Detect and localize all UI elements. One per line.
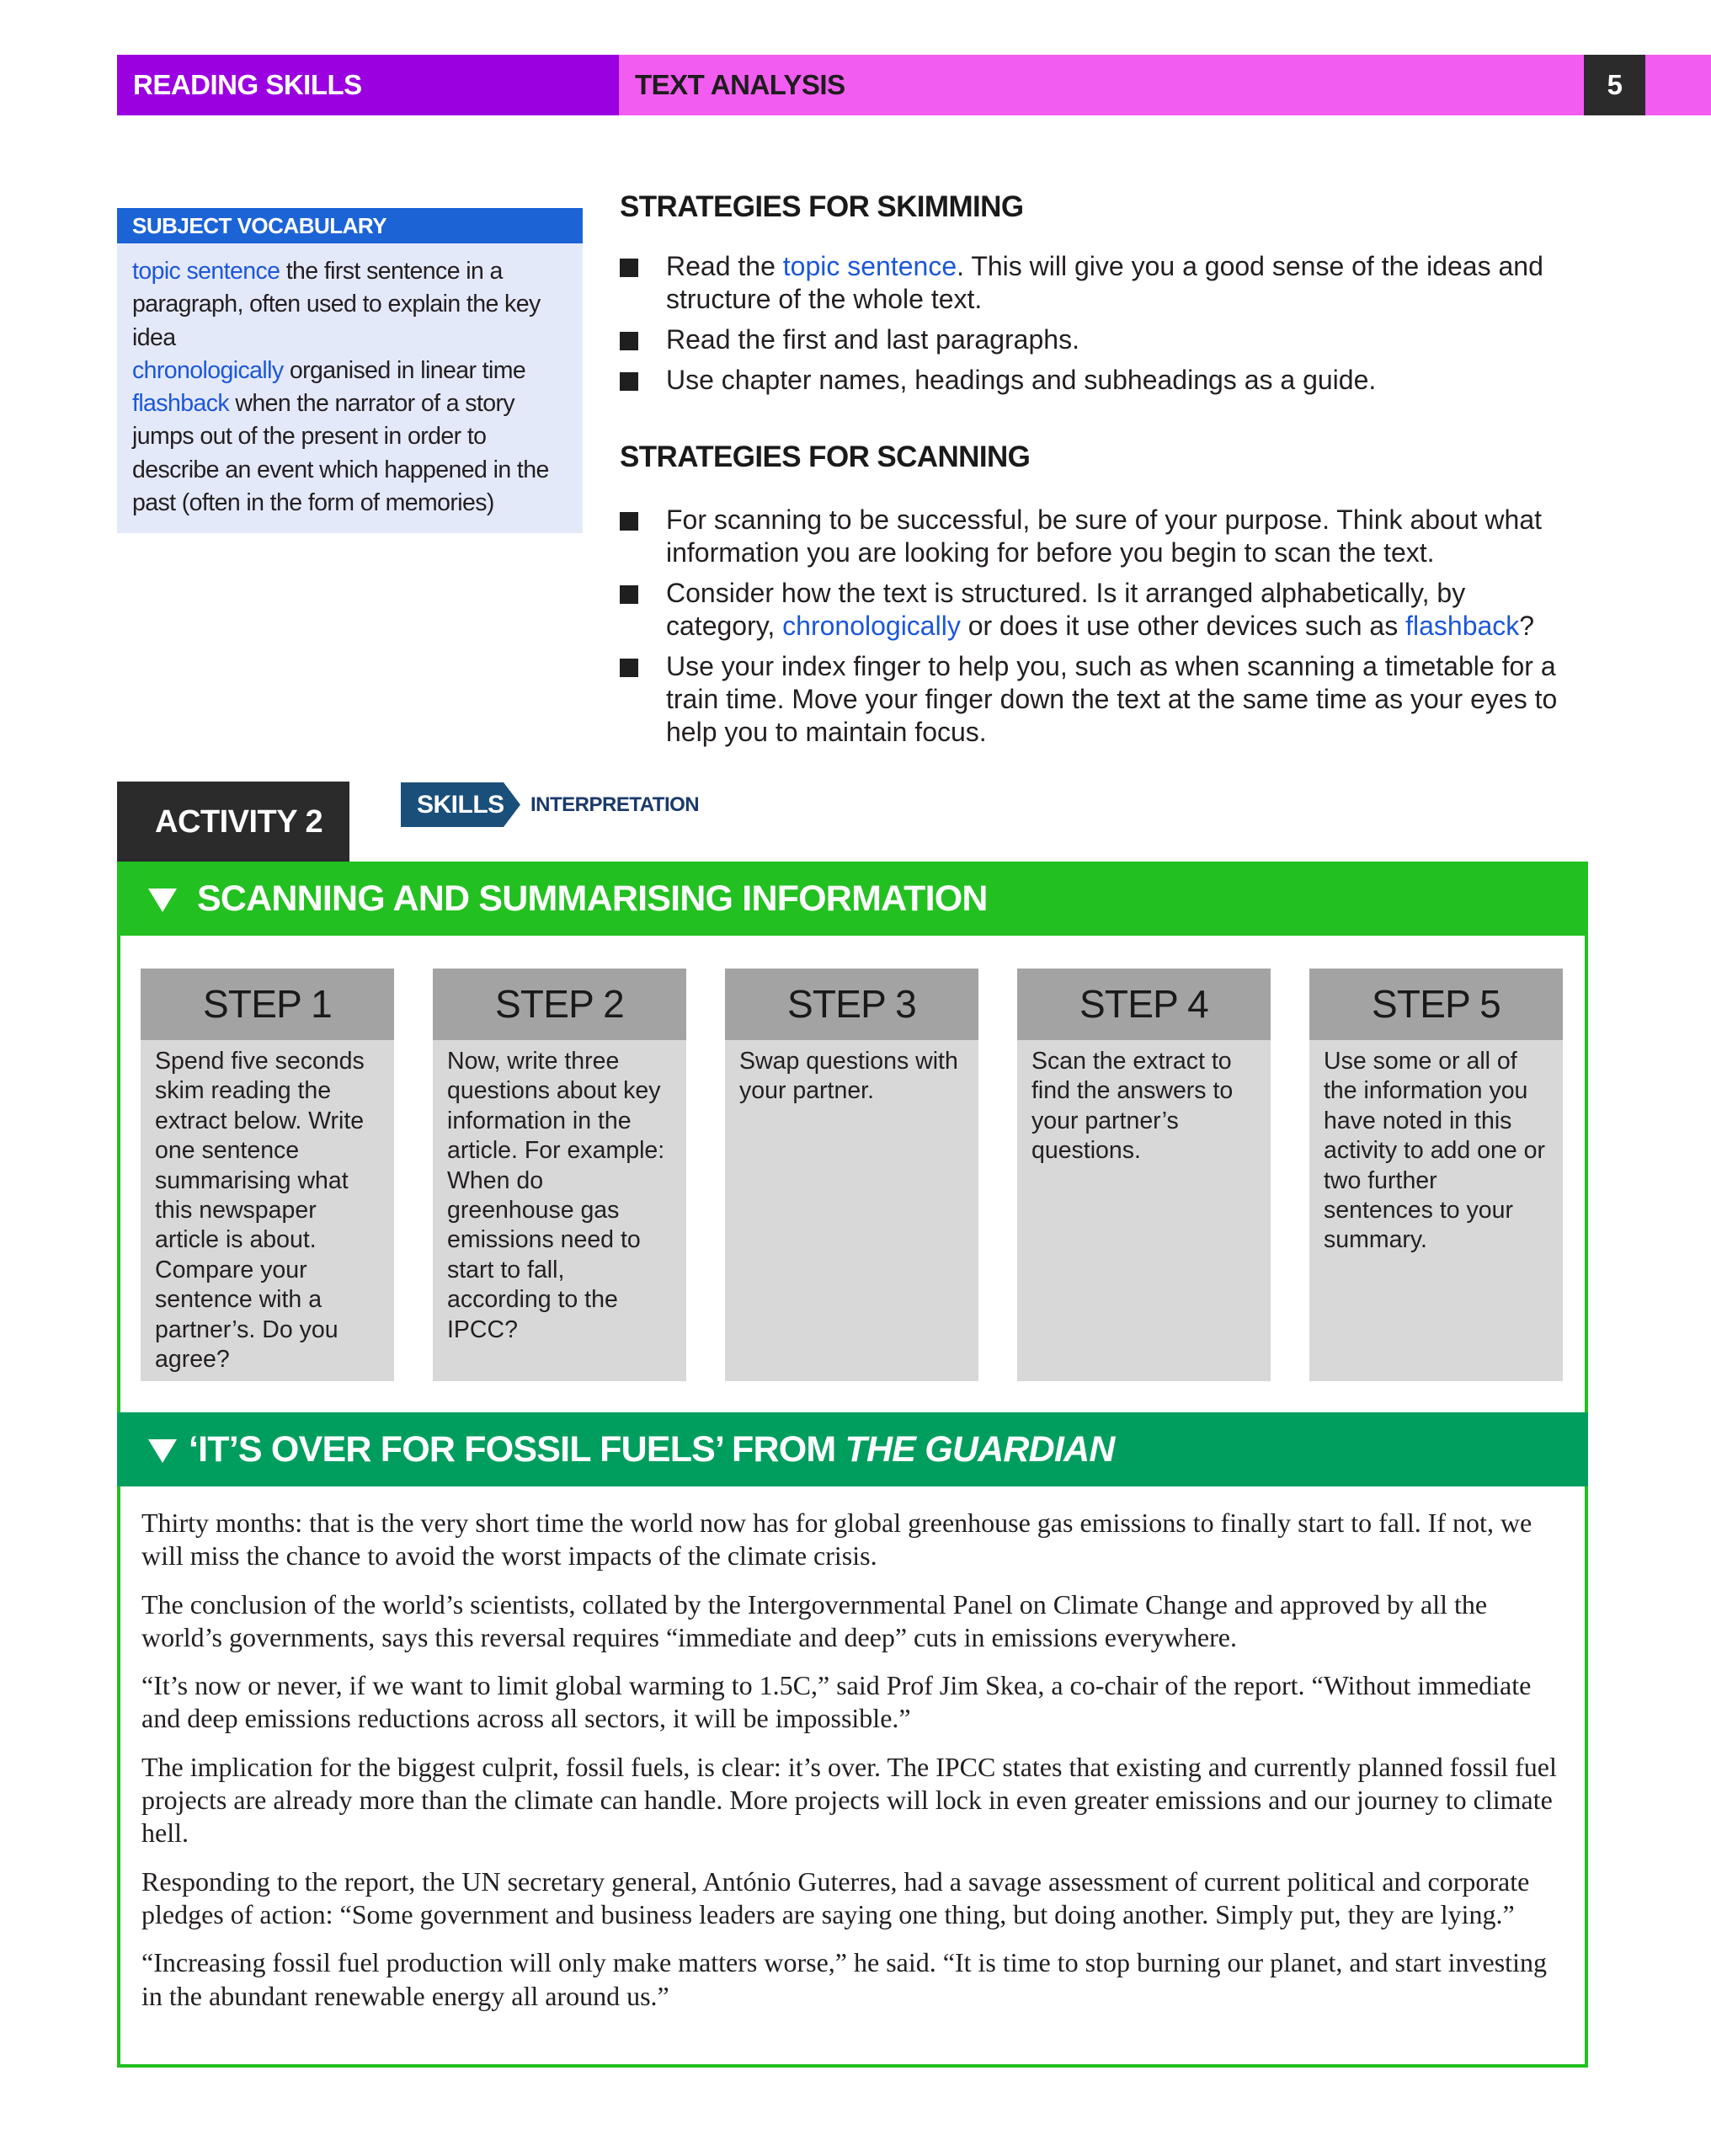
list-item: Use your index finger to help you, such as when scanning a timetable for a train time. Move your finger down the text at the same time as your eyes to help you to maintain focus. [620, 650, 1571, 749]
list-item: Read the topic sentence. This will give you a good sense of the ideas and structure of the whole text. [620, 250, 1571, 316]
skimming-list [620, 250, 1571, 404]
skills-value: INTERPRETATION [530, 793, 700, 816]
list-item: For scanning to be successful, be sure of your purpose. Think about what information you are looking for before you begin to scan the text. [620, 504, 1571, 569]
vocab-entry [132, 355, 569, 387]
article-paragraph: The implication for the biggest culprit, fossil fuels, is clear: it’s over. The IPCC states that existing and currently planned fossil fuel projects are already more than the climate can handle. More projects will lock in even greater emissions and our journey to climate hell. [141, 1751, 1557, 1849]
list-item: Use chapter names, headings and subheadings as a guide. [620, 364, 1571, 397]
step-card [433, 969, 686, 1381]
step-label: STEP 5 [1309, 969, 1563, 1040]
topic-label: TEXT ANALYSIS [635, 69, 845, 100]
bullet-square-icon [620, 512, 638, 531]
vocabulary-list [117, 243, 583, 520]
triangle-down-icon [148, 1439, 177, 1463]
page-number-box [1584, 55, 1645, 115]
list-item: Read the first and last paragraphs. [620, 323, 1571, 356]
step-text: Spend five seconds skim reading the extract below. Write one sentence summarising what this newspaper article is about. Compare your sentence with a partner’s. Do you agree? [155, 1048, 365, 1374]
article-paragraph: The conclusion of the world’s scientists, collated by the Intergovernmental Panel on Climate Change and approved by all the world’s governments, says this reversal requires “immediate and deep” cuts in emissions everywhere. [141, 1588, 1488, 1652]
step-card [725, 969, 978, 1381]
vocab-entry [132, 255, 569, 355]
activity-tab: ACTIVITY 2 [117, 782, 349, 862]
bullet-square-icon [620, 259, 638, 277]
header-edge-band [1645, 55, 1711, 115]
glossary-term: topic sentence [782, 251, 957, 281]
subject-vocabulary-box [117, 208, 583, 533]
article-extract [141, 1507, 1573, 2028]
vocab-definition: organised in linear time [283, 356, 526, 384]
step-label: STEP 1 [141, 969, 394, 1040]
scanning-title: STRATEGIES FOR SCANNING [620, 440, 1031, 473]
vocabulary-heading: SUBJECT VOCABULARY [117, 208, 583, 243]
header-topic-band [619, 55, 1584, 115]
article-paragraph: “Increasing fossil fuel production will only make matters worse,” he said. “It is time to stop burning our planet, and start investing in the abundant renewable energy all around us.” [141, 1947, 1547, 2011]
header-section-band [117, 55, 619, 115]
section-label: READING SKILLS [133, 69, 362, 100]
bullet-square-icon [620, 332, 638, 350]
vocab-term: chronologically [132, 356, 284, 384]
bullet-square-icon [620, 659, 638, 677]
step-text: Swap questions with your partner. [739, 1048, 958, 1105]
triangle-down-icon [148, 889, 177, 912]
bullet-square-icon [620, 585, 638, 604]
activity-title-bar [117, 862, 1588, 936]
steps-row [120, 936, 1585, 1412]
article-title: ‘IT’S OVER FOR FOSSIL FUELS’ FROM THE GUARDIAN [189, 1429, 1115, 1470]
step-card [1309, 969, 1563, 1381]
vocab-term: topic sentence [132, 258, 280, 285]
activity-title: SCANNING AND SUMMARISING INFORMATION [197, 878, 988, 919]
bullet-square-icon [620, 372, 638, 391]
vocab-definition: the first sentence in a paragraph, often used to explain the key idea [132, 258, 541, 351]
article-title-bar [117, 1412, 1588, 1486]
article-source: THE GUARDIAN [845, 1429, 1115, 1470]
article-paragraph: Responding to the report, the UN secretary general, António Guterres, had a savage assessment of current political and corporate pledges of action: “Some government and business leaders are saying one thing, but doing another. Simply put, they are lying.” [141, 1865, 1530, 1929]
step-card [141, 969, 394, 1381]
step-label: STEP 3 [725, 969, 978, 1040]
page-number: 5 [1607, 69, 1623, 100]
step-text: Now, write three questions about key information in the article. For example: When do greenhouse gas emissions need to start to fall, according to the IPCC? [447, 1048, 665, 1343]
step-label: STEP 2 [433, 969, 686, 1040]
step-label: STEP 4 [1017, 969, 1271, 1040]
glossary-term: flashback [1405, 611, 1520, 641]
list-item: Consider how the text is structured. Is it arranged alphabetically, by category, chronologically or does it use other devices such as flashback? [620, 577, 1571, 643]
step-text: Scan the extract to find the answers to your partner’s questions. [1031, 1048, 1234, 1165]
step-text: Use some or all of the information you have noted in this activity to add one or two further sentences to your summary. [1324, 1048, 1545, 1254]
vocab-entry [132, 387, 569, 520]
skimming-title: STRATEGIES FOR SKIMMING [620, 190, 1024, 223]
article-paragraph: “It’s now or never, if we want to limit global warming to 1.5C,” said Prof Jim Skea, a co-chair of the report. “Without immediate and deep emissions reductions across all sectors, it will be impossible.” [141, 1670, 1532, 1734]
vocab-definition: when the narrator of a story jumps out of the present in order to describe an event which happened in the past (often in the form of memories) [132, 390, 549, 517]
skills-label: SKILLS [417, 791, 504, 819]
glossary-term: chronologically [782, 611, 961, 641]
step-card [1017, 969, 1271, 1381]
scanning-list [620, 504, 1571, 756]
vocab-term: flashback [132, 390, 230, 418]
article-paragraph: Thirty months: that is the very short time the world now has for global greenhouse gas emissions to finally start to fall. If not, we will miss the chance to avoid the worst impacts of the climate crisis. [141, 1508, 1532, 1572]
